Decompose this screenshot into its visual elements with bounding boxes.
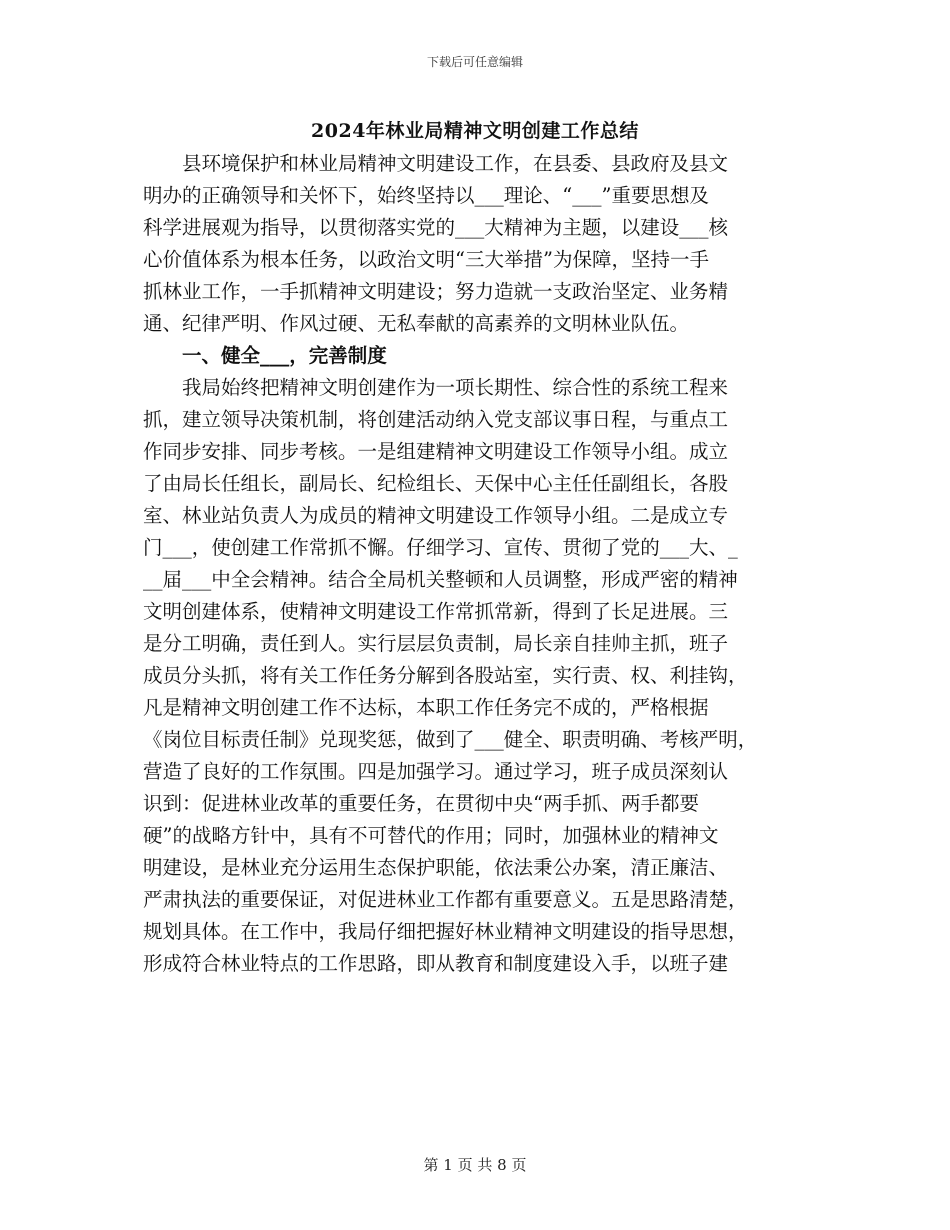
body-line: 了由局长任组长，副局长、纪检组长、天保中心主任任副组长，各股 xyxy=(143,472,729,495)
body-line: 通、纪律严明、作风过硬、无私奉献的高素养的文明林业队伍。 xyxy=(143,312,690,335)
page-number: 第 1 页 共 8 页 xyxy=(423,1156,527,1174)
body-line: 规划具体。在工作中，我局仔细把握好林业精神文明建设的指导思想， xyxy=(143,920,748,943)
body-line: __届___中全会精神。结合全局机关整顿和人员调整，形成严密的精神 xyxy=(143,568,738,591)
body-line: 抓林业工作，一手抓精神文明建设；努力造就一支政治坚定、业务精 xyxy=(143,280,729,303)
body-line: 凡是精神文明创建工作不达标，本职工作任务完不成的，严格根据 xyxy=(143,696,709,719)
body-line: 我局始终把精神文明创建作为一项长期性、综合性的系统工程来 xyxy=(143,376,729,399)
body-line: 识到：促进林业改革的重要任务，在贯彻中央“两手抓、两手都要 xyxy=(143,792,699,815)
section-heading: 一、健全___，完善制度 xyxy=(143,344,387,367)
body-line: 是分工明确，责任到人。实行层层负责制，局长亲自挂帅主抓，班子 xyxy=(143,632,729,655)
body-line: 严肃执法的重要保证，对促进林业工作都有重要意义。五是思路清楚， xyxy=(143,888,748,911)
body-line: 形成符合林业特点的工作思路，即从教育和制度建设入手，以班子建 xyxy=(143,952,729,975)
body-line: 明办的正确领导和关怀下，始终坚持以___理论、“___”重要思想及 xyxy=(143,184,709,207)
document-body xyxy=(143,148,813,980)
body-line: 科学进展观为指导，以贯彻落实党的___大精神为主题，以建设___核 xyxy=(143,216,729,239)
body-line: 硬”的战略方针中，具有不可替代的作用；同时，加强林业的精神文 xyxy=(143,824,719,847)
body-line: 文明创建体系，使精神文明建设工作常抓常新，得到了长足进展。三 xyxy=(143,600,729,623)
body-line: 室、林业站负责人为成员的精神文明建设工作领导小组。二是成立专 xyxy=(143,504,729,527)
body-line: 《岗位目标责任制》兑现奖惩，做到了___健全、职责明确、考核严明， xyxy=(143,728,758,751)
page-header-note: 下载后可任意编辑 xyxy=(426,55,523,69)
body-line: 门___，使创建工作常抓不懈。仔细学习、宣传、贯彻了党的___大、_ xyxy=(143,536,738,559)
body-line: 抓，建立领导决策机制，将创建活动纳入党支部议事日程，与重点工 xyxy=(143,408,729,431)
body-line: 成员分头抓，将有关工作任务分解到各股站室，实行责、权、利挂钩， xyxy=(143,664,748,687)
body-line: 作同步安排、同步考核。一是组建精神文明建设工作领导小组。成立 xyxy=(143,440,729,463)
body-line: 明建设，是林业充分运用生态保护职能，依法秉公办案，清正廉洁、 xyxy=(143,856,729,879)
body-line: 县环境保护和林业局精神文明建设工作，在县委、县政府及县文 xyxy=(143,152,729,175)
document-title: 2024年林业局精神文明创建工作总结 xyxy=(311,120,639,142)
body-line: 心价值体系为根本任务，以政治文明“三大举措”为保障，坚持一手 xyxy=(143,248,709,271)
body-line: 营造了良好的工作氛围。四是加强学习。通过学习，班子成员深刻认 xyxy=(143,760,729,783)
